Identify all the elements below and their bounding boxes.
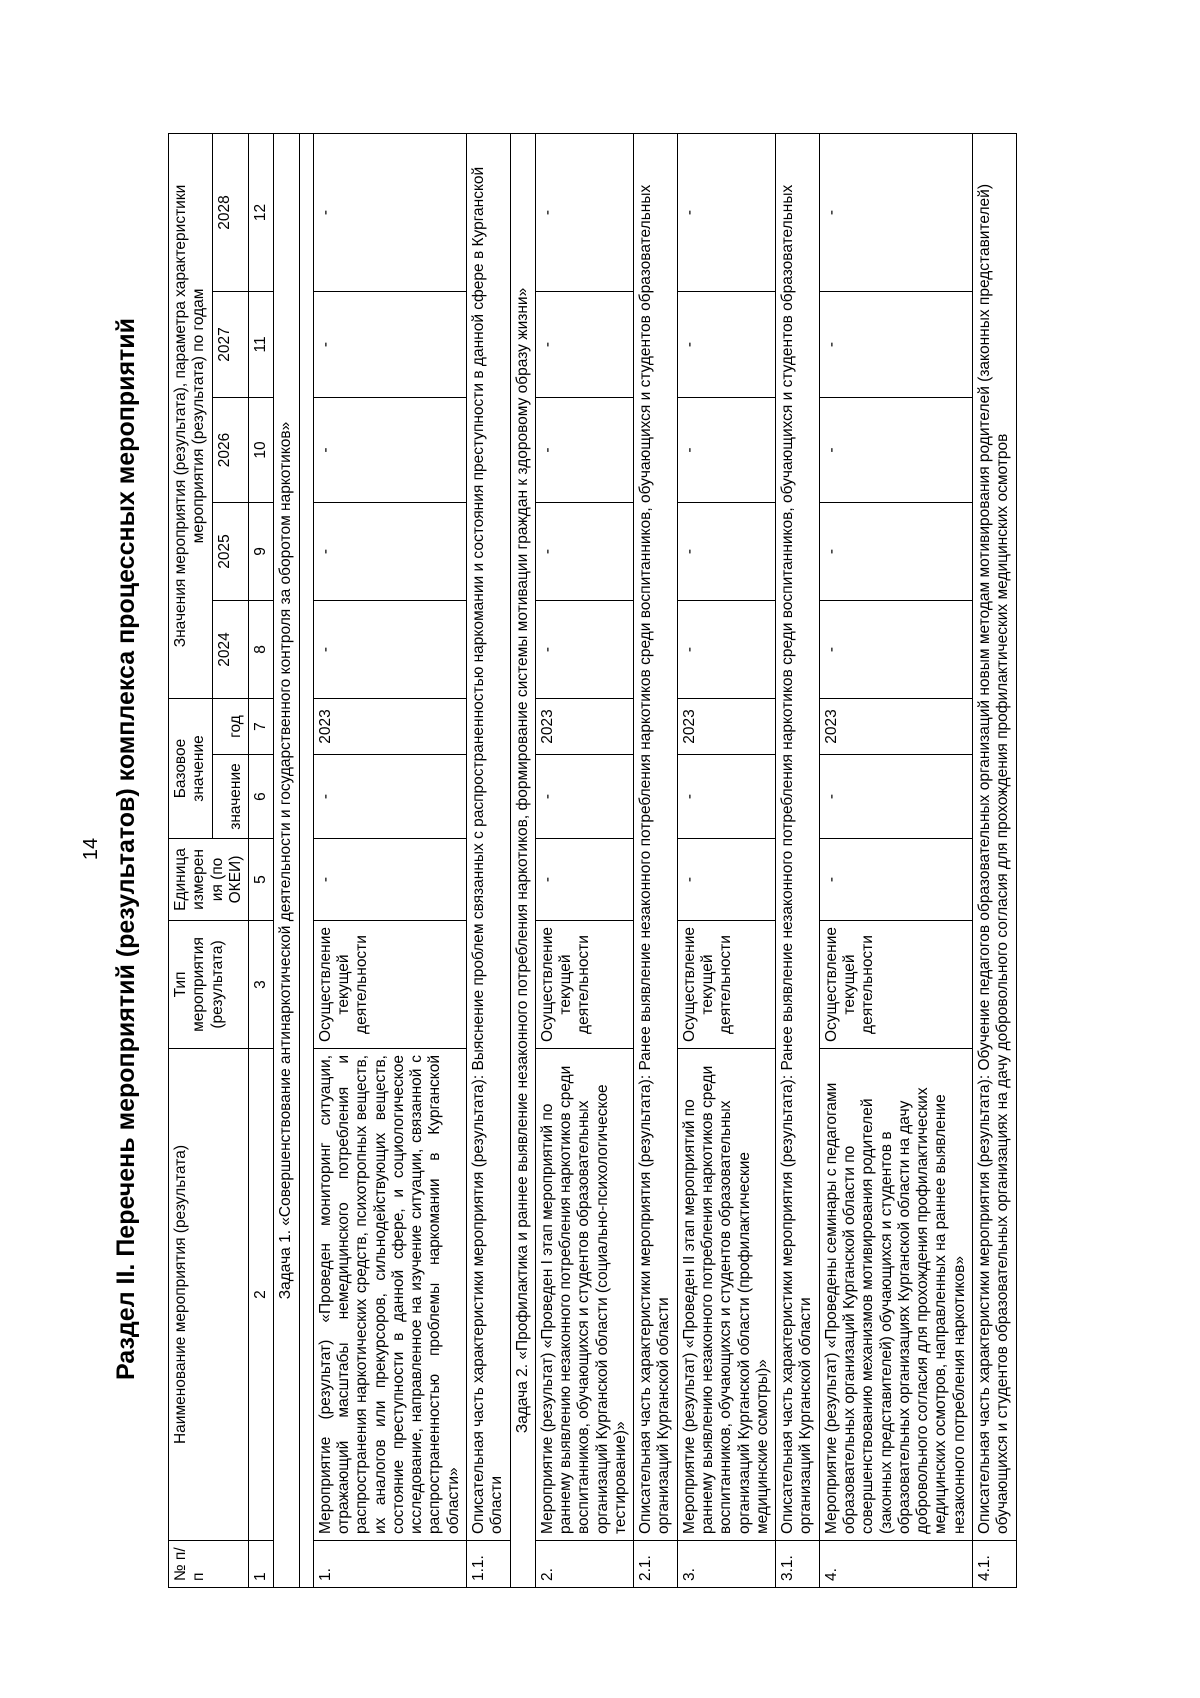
- row-2025: -: [819, 502, 972, 600]
- row-description: Описательная часть характеристики мероприятия (результата): Обучение педагогов образовательных организаций новым методам мотивирования родителей (законных представителей) обучающихся и студентов образовательных организациях на дачу добровольного согласия для прохождения профилактических медицинских осмотров: [972, 133, 1016, 1540]
- header-year-2027: 2027: [212, 291, 249, 397]
- page-number: 14: [80, 837, 102, 861]
- row-base-value: -: [819, 755, 972, 839]
- row-2026: -: [535, 397, 633, 502]
- row-name: Мероприятие (результат) «Проведены семинары с педагогами образовательных организаций Курганской области по совершенствованию механизмов мотивирования родителей (законных представителей) обучающихся и студентов в образовательных организациях Курганской области на дачу добровольного согласия для прохождения профилактических медицинских осмотров, направленных на раннее выявление незаконного потребления наркотиков»: [819, 1049, 972, 1541]
- row-2028: -: [677, 133, 775, 291]
- row-description: Описательная часть характеристики мероприятия (результата): Выяснение проблем связанных с распространенностью наркомании и состояния преступности в данной сфере в Курганской области: [466, 133, 510, 1540]
- row-unit: -: [677, 839, 775, 921]
- table-row: [819, 133, 972, 1587]
- row-num: 3.1.: [776, 1541, 820, 1588]
- col-number: 1: [249, 1541, 274, 1588]
- column-number-row: [249, 133, 274, 1587]
- row-2024: -: [313, 600, 466, 698]
- header-year-2026: 2026: [212, 397, 249, 502]
- row-base-year: 2023: [677, 698, 775, 754]
- header-name: Наименование мероприятия (результата): [169, 1049, 249, 1541]
- row-base-value: -: [677, 755, 775, 839]
- row-2024: -: [535, 600, 633, 698]
- row-unit: -: [819, 839, 972, 921]
- col-number: 3: [249, 921, 274, 1049]
- table-row: [535, 133, 633, 1587]
- table-header-row: [169, 133, 213, 1587]
- col-number: 5: [249, 839, 274, 921]
- row-2028: -: [535, 133, 633, 291]
- header-base: Базовое значение: [169, 698, 213, 838]
- row-unit: -: [313, 839, 466, 921]
- page-title: Раздел II. Перечень мероприятий (результатов) комплекса процессных мероприятий: [112, 317, 140, 1381]
- header-type: Тип мероприятия (результата): [169, 921, 249, 1049]
- row-2027: -: [677, 291, 775, 397]
- row-2024: -: [819, 600, 972, 698]
- row-num: 2.1.: [634, 1541, 678, 1588]
- row-2025: -: [535, 502, 633, 600]
- row-2026: -: [819, 397, 972, 502]
- col-number: 12: [249, 133, 274, 291]
- row-unit: -: [535, 839, 633, 921]
- row-num: 4.: [819, 1541, 972, 1588]
- col-number: 6: [249, 755, 274, 839]
- row-description: Описательная часть характеристики мероприятия (результата): Ранее выявление незаконного потребления наркотиков среди воспитанников, обучающихся и студентов образовательных организаций Курганской области: [634, 133, 678, 1540]
- row-type: Осуществление текущей деятельности: [677, 921, 775, 1049]
- row-num: 1.1.: [466, 1541, 510, 1588]
- description-row: [634, 133, 678, 1587]
- spacer-row: [299, 133, 313, 1587]
- row-name: Мероприятие (результат) «Проведен мониторинг ситуации, отражающий масштабы немедицинского потребления и распространения наркотических средств, психотропных веществ, их аналогов или прекурсоров, сильнодействующих веществ, состояние преступности в данной сфере, и социологическое исследование, направленное на изучение ситуации, связанной с распространенностью проблемы наркомании в Курганской области»: [313, 1049, 466, 1541]
- header-base-year: год: [212, 698, 249, 754]
- row-2026: -: [313, 397, 466, 502]
- row-base-value: -: [313, 755, 466, 839]
- header-year-2024: 2024: [212, 600, 249, 698]
- task-row: [510, 133, 535, 1587]
- row-base-year: 2023: [819, 698, 972, 754]
- row-2028: -: [819, 133, 972, 291]
- description-row: [776, 133, 820, 1587]
- col-number: 2: [249, 1049, 274, 1541]
- row-num: 4.1.: [972, 1541, 1016, 1588]
- header-base-value: значение: [212, 755, 249, 839]
- col-number: 9: [249, 502, 274, 600]
- row-num: 1.: [313, 1541, 466, 1588]
- col-number: 7: [249, 698, 274, 754]
- row-type: Осуществление текущей деятельности: [819, 921, 972, 1049]
- row-2024: -: [677, 600, 775, 698]
- table-row: [677, 133, 775, 1587]
- header-year-2028: 2028: [212, 133, 249, 291]
- row-description: Описательная часть характеристики мероприятия (результата): Ранее выявление незаконного потребления наркотиков среди воспитанников, обучающихся и студентов образовательных организаций Курганской области: [776, 133, 820, 1540]
- row-base-year: 2023: [535, 698, 633, 754]
- row-type: Осуществление текущей деятельности: [313, 921, 466, 1049]
- col-number: 11: [249, 291, 274, 397]
- row-2027: -: [535, 291, 633, 397]
- row-base-year: 2023: [313, 698, 466, 754]
- row-2025: -: [313, 502, 466, 600]
- description-row: [466, 133, 510, 1587]
- task-2: Задача 2. «Профилактика и раннее выявление незаконного потребления наркотиков, формирование системы мотивации граждан к здоровому образу жизни»: [510, 133, 535, 1587]
- row-2027: -: [313, 291, 466, 397]
- row-2025: -: [677, 502, 775, 600]
- task-row: [274, 133, 299, 1587]
- header-year-2025: 2025: [212, 502, 249, 600]
- col-number: 10: [249, 397, 274, 502]
- row-type: Осуществление текущей деятельности: [535, 921, 633, 1049]
- row-name: Мероприятие (результат) «Проведен I этап мероприятий по раннему выявлению незаконного потребления наркотиков среди воспитанников, обучающихся и студентов образовательных организаций Курганской области (социально-психологическое тестирование)»: [535, 1049, 633, 1541]
- header-unit: Единица измерения (по ОКЕИ): [169, 839, 249, 921]
- row-2027: -: [819, 291, 972, 397]
- header-values: Значения мероприятия (результата), параметра характеристики мероприятия (результата) по годам: [169, 133, 213, 698]
- header-num: № п/п: [169, 1541, 249, 1588]
- row-num: 3.: [677, 1541, 775, 1588]
- row-2026: -: [677, 397, 775, 502]
- row-base-value: -: [535, 755, 633, 839]
- activities-table: [168, 133, 1017, 1588]
- row-num: 2.: [535, 1541, 633, 1588]
- row-2028: -: [313, 133, 466, 291]
- task-1: Задача 1. «Совершенствование антинаркотической деятельности и государственного контроля за оборотом наркотиков»: [274, 133, 299, 1587]
- row-name: Мероприятие (результат) «Проведен II этап мероприятий по раннему выявлению незаконного потребления наркотиков среди воспитанников, обучающихся и студентов образовательных организаций Курганской области (профилактические медицинские осмотры)»: [677, 1049, 775, 1541]
- table-row: [313, 133, 466, 1587]
- description-row: [972, 133, 1016, 1587]
- col-number: 8: [249, 600, 274, 698]
